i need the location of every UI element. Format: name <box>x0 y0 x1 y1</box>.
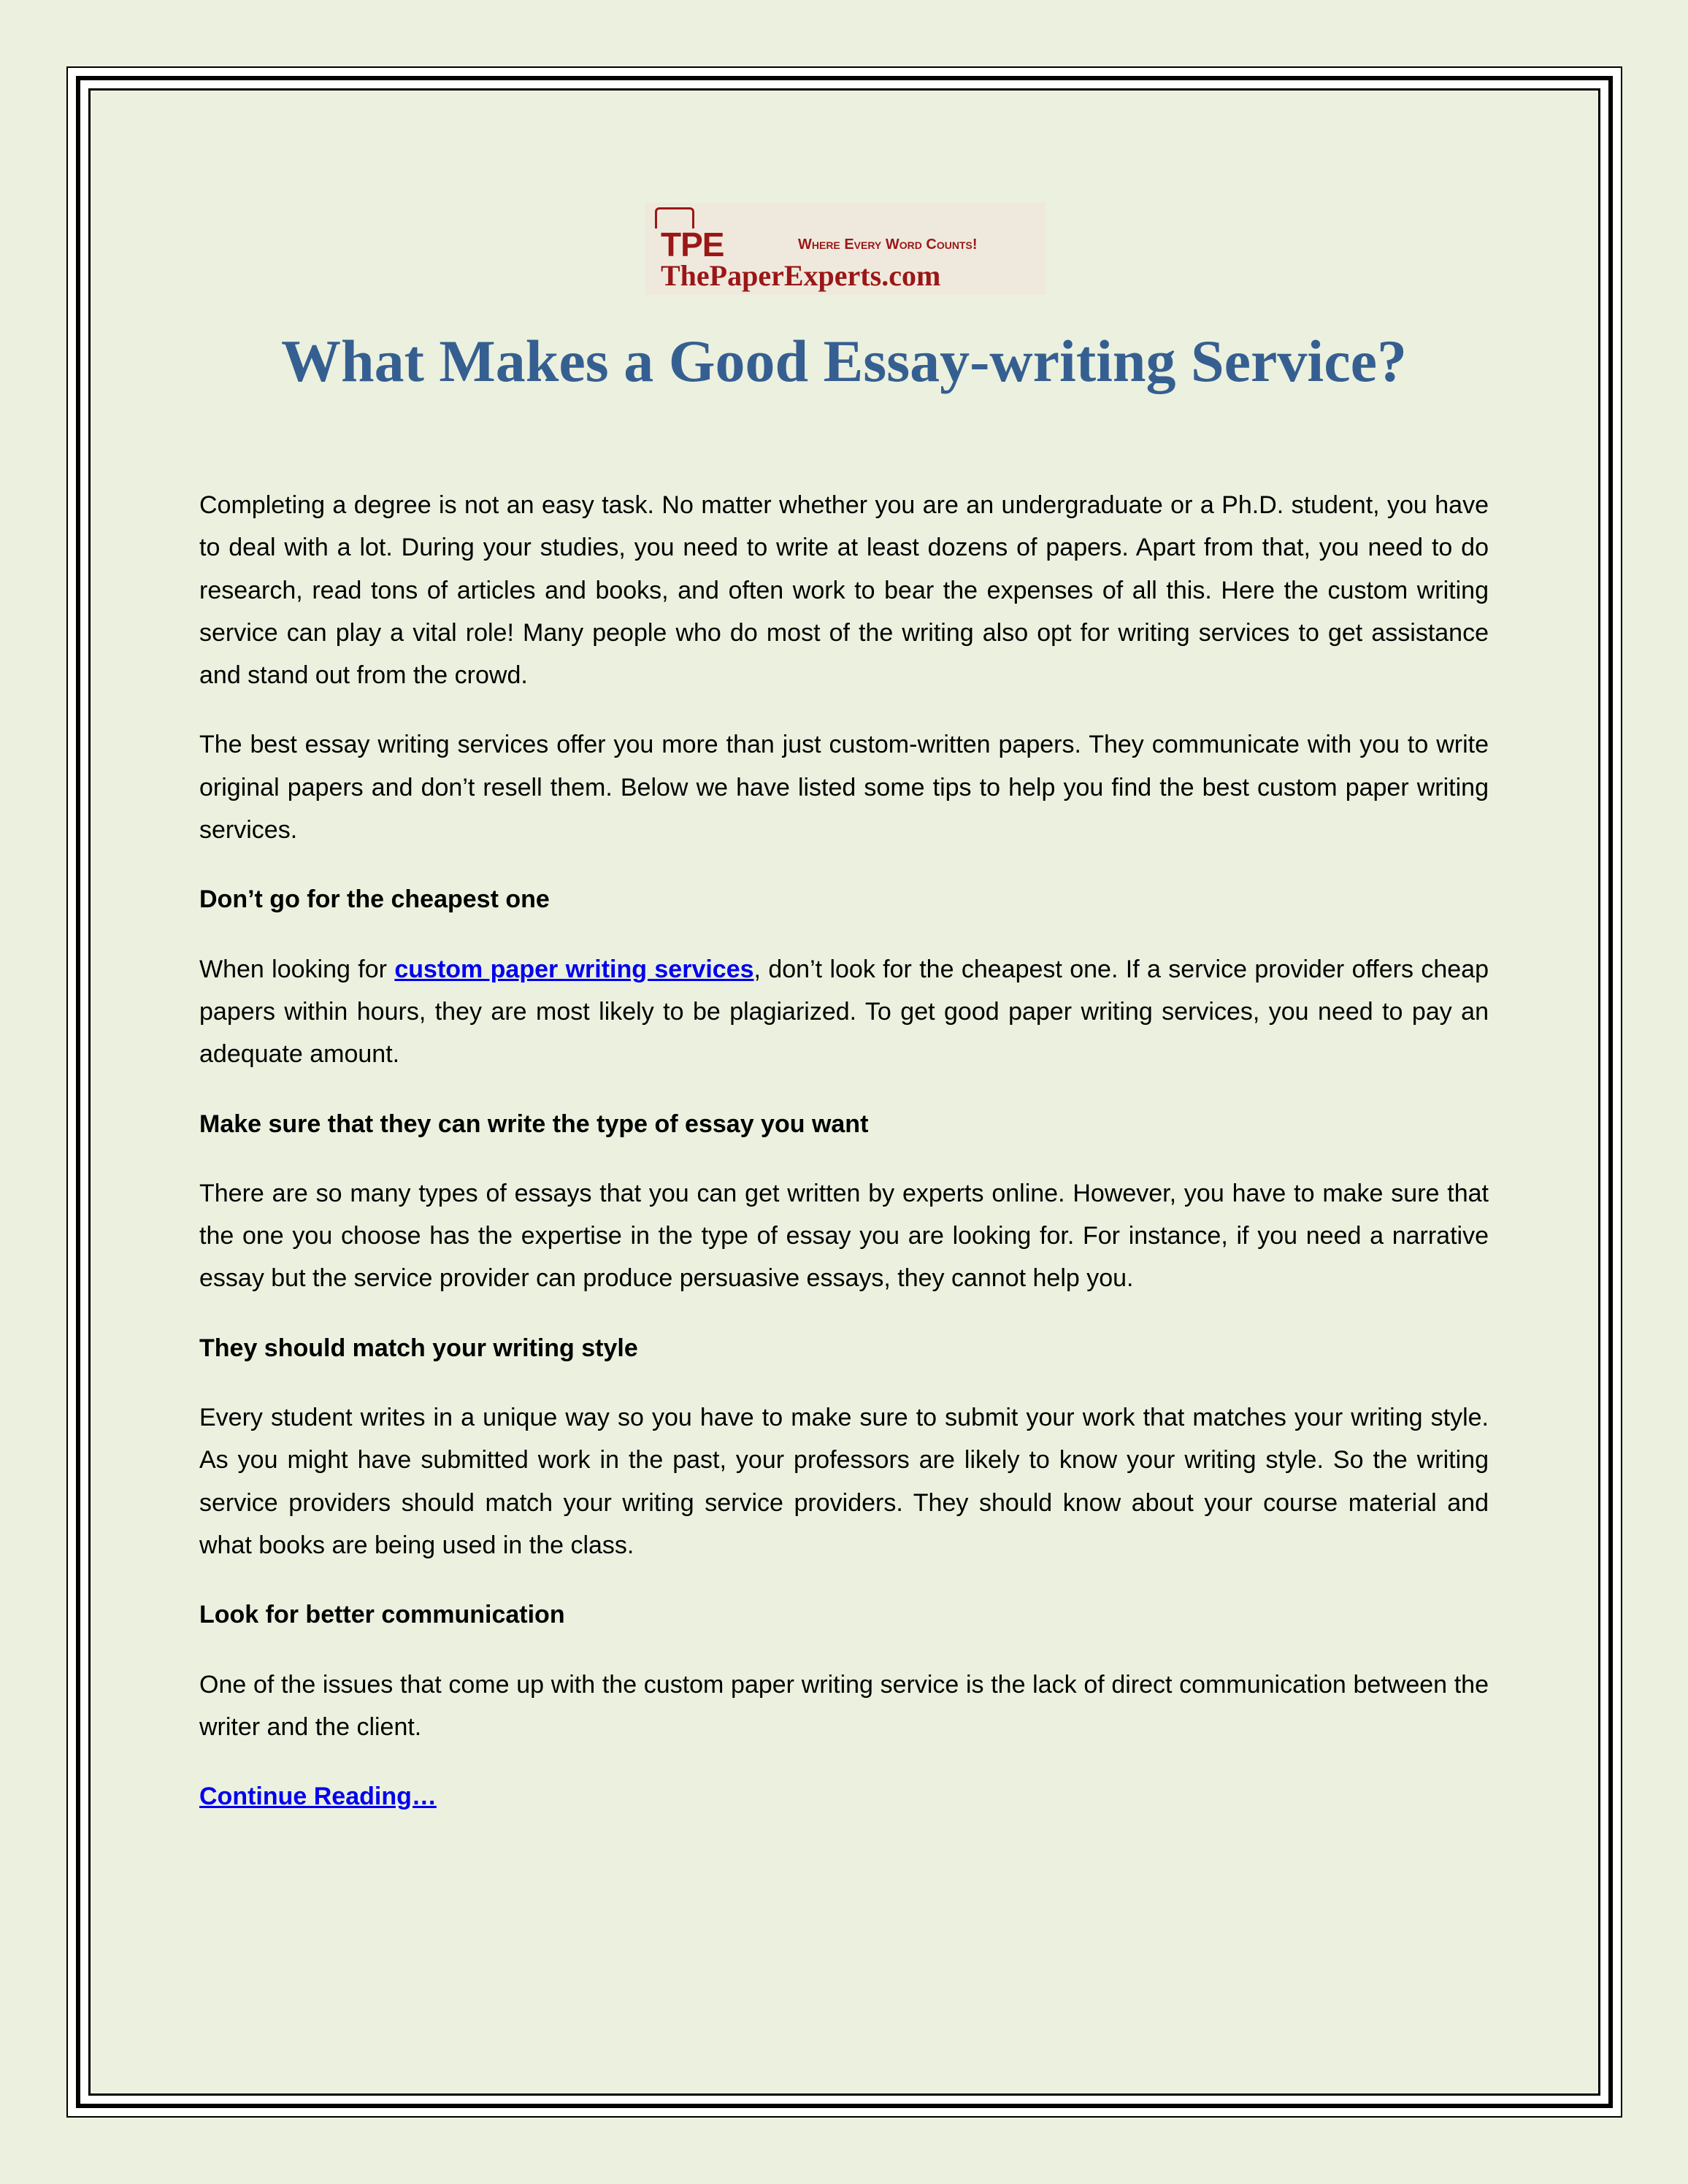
logo-site: ThePaperExperts.com <box>661 259 941 292</box>
continue-reading-link[interactable]: Continue Reading… <box>199 1783 437 1811</box>
custom-paper-link[interactable]: custom paper writing services <box>394 955 754 983</box>
paragraph-tips: The best essay writing services offer you more than just custom-written papers. They communicate with you to write original papers and don’t resell them. Below we have listed some tips to help you find the best custom paper writing services. <box>199 731 1489 845</box>
text: , don’t look for the cheapest one. If a service provider offers cheap papers within hours, they are most likely to be plagiarized. To get good paper writing services, you need to pay an adequate amount. <box>199 955 1489 1069</box>
heading-communication: Look for better communication <box>199 1601 565 1629</box>
paragraph-cheapest <box>199 948 1489 1076</box>
paragraph-intro: Completing a degree is not an easy task. No matter whether you are an undergraduate or a Ph.D. student, you have to deal with a lot. During your studies, you need to write at least dozens of papers. Apart from that, you need to do research, read tons of articles and books, and often work to bear the expenses of all this. Here the custom writing service can play a vital role! Many people who do most of the writing also opt for writing services to get assistance and stand out from the crowd. <box>199 491 1489 690</box>
logo-mark: TPE <box>661 226 724 264</box>
paragraph-essay-type: There are so many types of essays that you can get written by experts online. However, you have to make sure that the one you choose has the expertise in the type of essay you are looking for. For instance, if you need a narrative essay but the service provider can produce persuasive essays, they cannot help you. <box>199 1179 1489 1293</box>
logo-tagline: Where Every Word Counts! <box>798 237 978 253</box>
heading-essay-type: Make sure that they can write the type of essay you want <box>199 1110 869 1138</box>
logo <box>645 203 1046 295</box>
heading-writing-style: They should match your writing style <box>199 1334 638 1362</box>
article-body <box>199 484 1489 1845</box>
paragraph-writing-style: Every student writes in a unique way so you have to make sure to submit your work that matches your writing style. As you might have submitted work in the past, your professors are likely to know your writing style. So the writing service providers should match your writing service providers. They should know about your course material and what books are being used in the class. <box>199 1404 1489 1559</box>
heading-cheapest: Don’t go for the cheapest one <box>199 885 550 914</box>
text: When looking for <box>199 955 395 983</box>
paragraph-communication: One of the issues that come up with the custom paper writing service is the lack of direct communication between the writer and the client. <box>199 1670 1489 1741</box>
page-title: What Makes a Good Essay-writing Service? <box>281 328 1407 394</box>
